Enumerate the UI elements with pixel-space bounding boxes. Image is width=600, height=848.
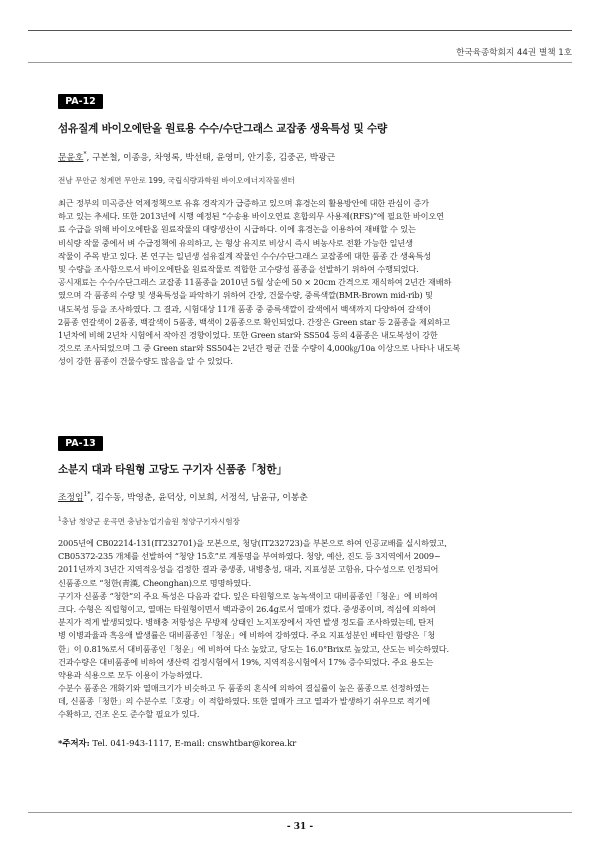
author-mark: *	[83, 151, 87, 159]
journal-header: 한국육종학회지 44권 별책 1호	[456, 48, 572, 58]
author-mark: 1*	[83, 491, 91, 499]
abstract-line: 2005년에 CB02214-131(IT232701)을 모본으로, 청당(IT232723)을 부본으로 하여 인공교배를 실시하였고,	[58, 538, 447, 548]
co-authors: , 김수동, 박영춘, 윤덕상, 이보희, 서정석, 남윤규, 이봉춘	[90, 493, 308, 503]
abstract-line: 였으며 각 품종의 수량 및 생육특성을 파악하기 위하여 간장, 건물수량, 중륵색깔(BMR-Brown mid-rib) 및	[58, 290, 433, 301]
abstract-line: 내도복성 등을 조사하였다. 그 결과, 시험대상 11개 품종 중 중륵색깔이 갈색에서 백색까지 다양하여 갈색이	[58, 303, 431, 314]
abstract-body	[58, 537, 545, 722]
affiliation-mark: 1	[58, 516, 62, 523]
abstract-line: 건과수량은 대비품종에 비하여 생산력 검정시험에서 19%, 지역적응시험에서 17% 증수되었다. 주요 용도는	[58, 656, 434, 667]
abstract-line: 구기자 신품종 “청한”의 주요 특성은 다음과 같다. 잎은 타원형으로 농녹색이고 대비품종인「청운」에 비하여	[58, 590, 438, 601]
top-rule	[28, 30, 572, 31]
abstract-title: 섬유질계 바이오에탄올 원료용 수수/수단그래스 교잡종 생육특성 및 수량	[58, 123, 388, 135]
author-list	[58, 490, 548, 503]
abstract-line: 최근 정부의 미곡증산 억제정책으로 유휴 경작지가 급증하고 있으며 휴경논의 활용방안에 대한 관심이 증가	[58, 198, 429, 208]
abstract-line: 데, 신품종「청한」의 수분수로「호광」이 적합하였다. 또한 열매가 크고 열과가 발생하기 쉬우므로 적기에	[58, 696, 430, 707]
abstract-line: 작물이 주목 받고 있다. 본 연구는 일년생 섬유질계 작물인 수수/수단그래스 교잡종에 대한 품종 간 생육특성	[58, 250, 432, 261]
abstract-line: 및 수량을 조사함으로서 바이오에탄올 원료작물로 적합한 고수량성 품종을 선발하기 위하여 수행되었다.	[58, 263, 419, 274]
abstract-line: 2011년까지 3년간 지역적응성을 검정한 결과 중생종, 내병충성, 대과, 지표성분 고함유, 다수성으로 인정되어	[58, 564, 439, 575]
abstract-line: 2품종 연갈색이 2품종, 백갈색이 5품종, 백색이 2품종으로 확인되었다. 간장은 Green star 등 2품종을 제외하고	[58, 316, 450, 327]
affiliation	[58, 516, 548, 527]
first-author: 조정임	[58, 493, 84, 503]
abstract-line: 성이 강한 품종이 건물수량도 많음을 알 수 있었다.	[58, 356, 233, 367]
abstract-title: 소분지 대과 타원형 고당도 구기자 신품종「청한」	[58, 464, 287, 476]
contact-label: *주저자:	[58, 738, 90, 748]
affiliation-text: 충남 청양군 운곡면 충남농업기술원 청양구기자시험장	[61, 517, 240, 526]
abstract-id-badge: PA-13	[58, 436, 103, 451]
abstract-line: 것으로 조사되었으며 그 중 Green star와 SS504는 2년간 평균 건물 수량이 4,000㎏/10a 이상으로 나타나 내도복	[58, 343, 461, 354]
abstract-line: 수확하고, 건조 온도 준수할 필요가 있다.	[58, 709, 200, 720]
abstract-body	[58, 197, 545, 368]
abstract-line: 공시재료는 수수/수단그래스 교잡종 11품종을 2010년 5월 상순에 50 × 20cm 간격으로 재식하여 2년간 재배하	[58, 277, 452, 288]
header-rule	[28, 62, 572, 63]
abstract-line: 수분수 품종은 개화기와 열매크기가 비슷하고 두 품종의 혼식에 의하여 결실률이 높은 품종으로 선정하였는	[58, 683, 429, 694]
abstract-line: 신품종으로 “청한(靑漢, Cheonghan)으로 명명하였다.	[58, 577, 251, 588]
abstract-line: CB05372-235 개체를 선발하여 “청양 15호”로 계통명을 부여하였다. 청양, 예산, 진도 등 3지역에서 2009~	[58, 551, 441, 562]
abstract-line: 병 이병과율과 흑응애 발생률은 대비품종인「청운」에 비하여 강하였다. 주요 지표성분인 베타인 함량은「청	[58, 630, 435, 641]
first-author: 문윤호	[58, 153, 84, 163]
abstract-id-badge: PA-12	[58, 94, 103, 109]
abstract-line: 비식량 작물 중에서 벼 수급정책에 유의하고, 논 형상 유지로 비상시 즉시 벼농사로 전환 가능한 일년생	[58, 237, 413, 248]
abstract-line: 분지가 적게 발생되었다. 병해충 저항성은 무방제 상태인 노지포장에서 자연 발생 정도를 조사하였는데, 탄저	[58, 617, 434, 628]
affiliation: 전남 무안군 청계면 무안로 199, 국립식량과학원 바이오에너지작물센터	[58, 176, 295, 185]
contact-value: Tel. 041-943-1117, E-mail: cnswhtbar@korea.kr	[89, 738, 297, 748]
abstract-line: 1년차에 비해 2년차 시험에서 작아진 경향이었다. 또한 Green star와 SS504 등의 4품종은 내도복성이 강한	[58, 329, 438, 340]
abstract-line: 약용과 식용으로 모두 이용이 가능하였다.	[58, 669, 203, 680]
abstract-line: 크다. 수형은 직립형이고, 열매는 타원형이면서 백과중이 26.4g로서 열매가 컸다. 중생종이며, 적심에 의하여	[58, 603, 436, 614]
contact-info	[58, 737, 296, 749]
co-authors: , 구본철, 이종응, 차영록, 박선태, 윤영미, 안기홍, 김중곤, 박광근	[86, 153, 336, 163]
abstract-line: 하고 있는 추세다. 또한 2013년에 시행 예정된 “수송용 바이오연료 혼합의무 사용제(RFS)”에 필요한 바이오연	[58, 211, 444, 222]
abstract-line: 한」이 0.81%로서 대비품종인「청운」에 비하여 다소 높았고, 당도는 16.0°Brix로 높았고, 산도는 비슷하였다.	[58, 643, 449, 654]
abstract-line: 료 수급을 위해 바이오에탄올 원료작물의 대량생산이 시급하다. 이에 휴경논을 이용하여 재배할 수 있는	[58, 224, 416, 235]
footer-rule	[28, 812, 572, 813]
author-list	[58, 150, 548, 163]
page-number: - 31 -	[286, 822, 314, 832]
